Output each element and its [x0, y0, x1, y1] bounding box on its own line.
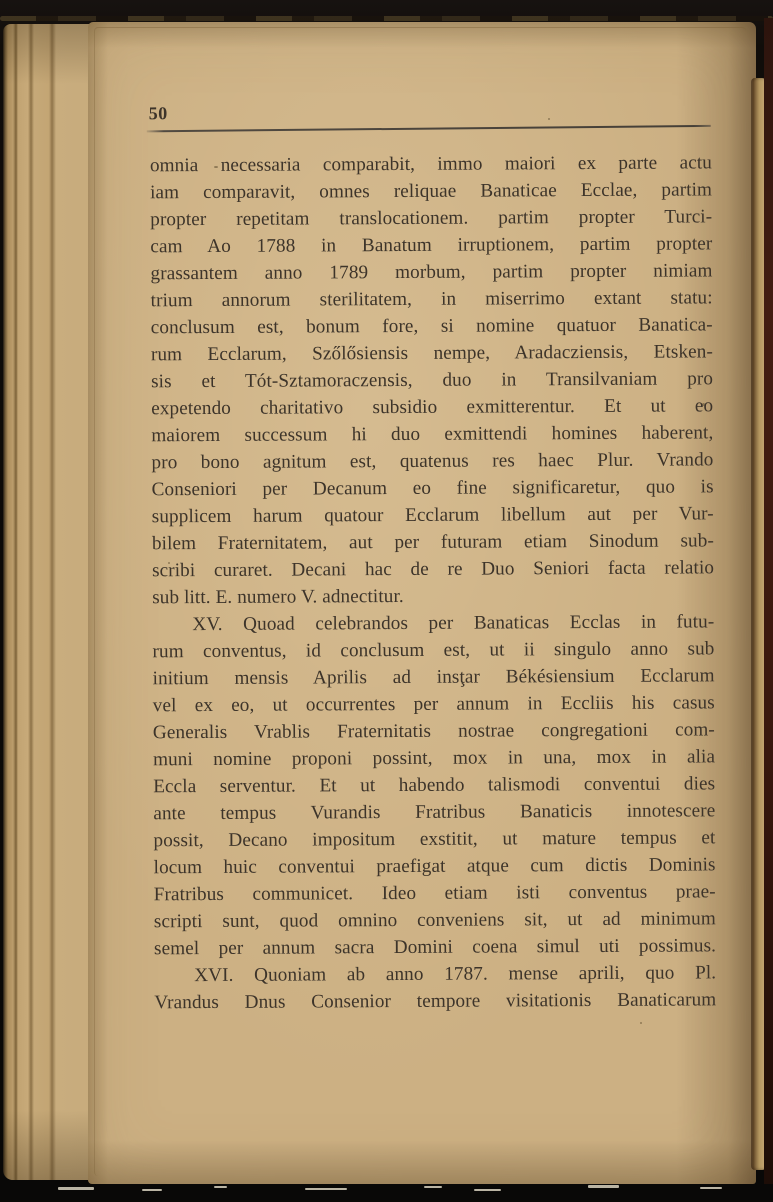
text-line: sub litt. E. numero V. adnectitur.: [152, 585, 404, 609]
text-line: scripti sunt, quod omnino conveniens sit, ut ad minimum: [153, 908, 716, 933]
text-line: bilem Fraternitatem, aut per futuram etiam Sinodum sub-: [151, 530, 714, 555]
text-line: Conseniori per Decanum eo fine significaretur, quo is: [151, 476, 714, 501]
text-line: grassantem anno 1789 morbum, partim propter nimiam: [150, 260, 713, 285]
text-line: muni nomine proponi possint, mox in una, mox in alia: [152, 746, 716, 771]
text-line: maiorem successum hi duo exmittendi homines haberent,: [151, 422, 714, 447]
text-line: omnia necessaria comparabit, immo maiori ex parte actu: [149, 152, 712, 177]
text-line: semel per annum sacra Domini coena simul uti possimus.: [153, 935, 717, 960]
text-line: rum conventus, id conclusum est, ut ii singulo anno sub: [152, 638, 715, 663]
text-line: propter repetitam translocationem. partim propter Turci-: [150, 206, 713, 231]
text-line: conclusum est, bonum fore, si nomine quatuor Banatica-: [150, 314, 713, 339]
text-line: Generalis Vrablis Fraternitatis nostrae congregationi com-: [152, 719, 715, 744]
text-line: rum Ecclarum, Szőlősiensis nempe, Aradacziensis, Etsken-: [150, 341, 713, 366]
text-line: sis et Tót-Sztamoraczensis, duo in Transilvaniam pro: [151, 368, 714, 393]
text-line: possit, Decano impositum exstitit, ut mature tempus et: [153, 827, 716, 852]
text-line: XV. Quoad celebrandos per Banaticas Ecclas in futu-: [192, 611, 715, 636]
text-line: initium mensis Aprilis ad insţar Békésiensium Ecclarum: [152, 665, 715, 690]
text-line: expetendo charitativo subsidio exmitterentur. Et ut eo: [151, 395, 714, 420]
body-text: [150, 149, 717, 1016]
text-line: XVI. Quoniam ab anno 1787. mense aprili, quo Pl.: [194, 962, 717, 987]
text-line: Vrandus Dnus Consenior tempore visitationis Banaticarum: [154, 989, 717, 1014]
text-line: Fratribus communicet. Ideo etiam isti conventus prae-: [153, 881, 716, 906]
text-line: Eccla serventur. Et ut habendo talismodi conventui dies: [153, 773, 716, 798]
text-line: scribi curaret. Decani hac de re Duo Seniori facta relatio: [151, 557, 715, 582]
text-line: locum huic conventui praefigat atque cum dictis Dominis: [153, 854, 716, 879]
text-line: pro bono agnitum est, quatenus res haec Plur. Vrando: [151, 449, 714, 474]
text-line: cam Ao 1788 in Banatum irruptionem, partim propter: [150, 233, 713, 258]
text-line: vel ex eo, ut occurrentes per annum in Eccliis his casus: [152, 692, 715, 717]
page-number: 50: [148, 103, 168, 124]
text-line: iam comparavit, omnes reliquae Banaticae Ecclae, partim: [150, 179, 713, 204]
header-rule: [147, 125, 711, 132]
text-line: ante tempus Vurandis Fratribus Banaticis innotescere: [153, 800, 716, 825]
text-line: trium annorum sterilitatem, in miserrimo extant statu:: [150, 287, 713, 312]
text-line: supplicem harum quatour Ecclarum libellum aut per Vur-: [151, 503, 714, 528]
